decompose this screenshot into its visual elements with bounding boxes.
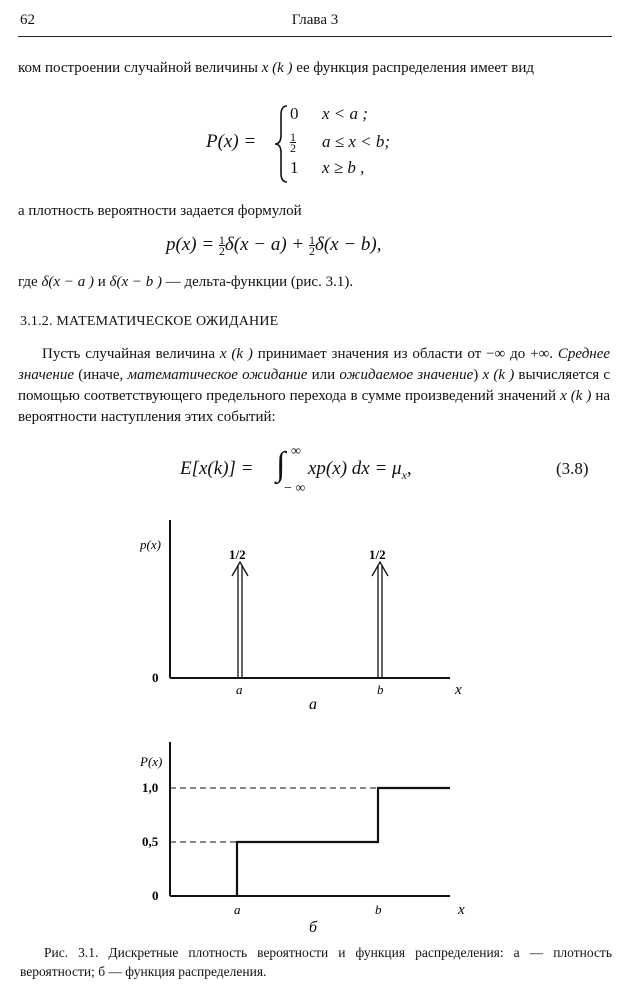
fraction-denominator: 2: [308, 244, 315, 259]
delta-b: δ(x − b ): [109, 274, 162, 290]
tick-a-label: a: [236, 682, 243, 697]
variable: x (k ): [261, 60, 293, 76]
tick-a-label: a: [234, 902, 241, 917]
paragraph-expectation: [18, 344, 610, 428]
paragraph-intro: [18, 58, 610, 79]
figure-panel-b: [0, 728, 630, 938]
fraction-numerator: 1: [290, 130, 296, 145]
integral-lower-limit: − ∞: [284, 481, 306, 496]
mean-integrand: xp(x) dx = μ: [308, 458, 402, 479]
mean-rhs: [308, 458, 412, 483]
text-run: принимает значения из области от −∞ до +∞.: [257, 346, 554, 362]
tick-05-label: 0,5: [142, 834, 159, 849]
cdf-step-line: [237, 788, 450, 896]
term-expectation: математическое ожидание: [127, 367, 308, 383]
impulse-b-arrowhead: [372, 562, 388, 576]
y-axis-label: p(x): [140, 537, 161, 552]
tick-b-label: b: [375, 902, 382, 917]
y-axis-label: P(x): [140, 754, 163, 769]
cdf-case2-condition: a ≤ x < b;: [322, 132, 391, 151]
fraction-numerator: 1: [218, 233, 225, 248]
text-run: и: [97, 274, 106, 290]
cdf-lhs: P(x) =: [206, 131, 257, 152]
panel-label: a: [309, 696, 317, 713]
text-run: ее функция распределения имеет вид: [296, 60, 535, 76]
x-axis-label: x: [458, 902, 465, 918]
text-run: Пусть случайная величина: [42, 346, 215, 362]
zero-label: 0: [152, 888, 159, 903]
term-mean: Среднее значение: [18, 346, 611, 383]
cdf-case2-value: [290, 130, 296, 156]
fraction-numerator: 1: [308, 233, 315, 248]
pdf-lhs: p(x) =: [166, 234, 215, 255]
paragraph-density: а плотность вероятности задается формулой: [18, 203, 302, 219]
cdf-case3-condition: x ≥ b ,: [322, 158, 365, 177]
chapter-title: Глава 3: [291, 12, 339, 28]
impulse-a-label: 1/2: [229, 547, 246, 562]
tick-b-label: b: [377, 682, 384, 697]
left-brace: [272, 103, 292, 185]
pdf-formula: [166, 233, 382, 259]
mean-tail: ,: [406, 458, 412, 479]
zero-label: 0: [152, 670, 159, 685]
text-run: где: [18, 274, 38, 290]
text-run: ком построении случайной величины: [18, 60, 258, 76]
delta-a: δ(x − a ): [41, 274, 94, 290]
panel-label: б: [309, 919, 318, 936]
integral-upper-limit: ∞: [291, 444, 301, 459]
page-number: 62: [20, 12, 35, 28]
text-run: ): [473, 367, 479, 383]
fraction-denominator: 2: [290, 141, 296, 156]
integral-sign: ∫: [276, 446, 286, 483]
text-run: на вероятности наступления этих событий:: [18, 388, 611, 425]
variable: x (k ): [482, 367, 515, 383]
variable: x (k ): [219, 346, 253, 362]
figure-panel-a: [0, 510, 630, 715]
text-run: или: [311, 367, 336, 383]
fraction-denominator: 2: [218, 244, 225, 259]
tick-1-label: 1,0: [142, 780, 159, 795]
paragraph-delta: [18, 272, 610, 293]
x-axis-label: x: [455, 682, 462, 698]
pdf-term-b: δ(x − b),: [314, 234, 382, 255]
cdf-case1-condition: x < a ;: [322, 104, 368, 123]
figure-caption: Рис. 3.1. Дискретные плотность вероятности и функция распределения: а — плотность вероятности; б — функция распределения.: [20, 945, 612, 979]
text-run: вычисляется с помощью соответствующего предельного перехода в сумме произведений значений: [18, 367, 611, 404]
cdf-case3-value: 1: [290, 158, 299, 177]
text-run: (иначе,: [78, 367, 124, 383]
equation-number: (3.8): [556, 459, 589, 478]
section-heading: 3.1.2. МАТЕМАТИЧЕСКОЕ ОЖИДАНИЕ: [20, 314, 279, 329]
term-expected-value: ожидаемое значение: [339, 367, 474, 383]
mean-subscript: x: [401, 467, 407, 482]
impulse-b-label: 1/2: [369, 547, 386, 562]
cdf-case1-value: 0: [290, 104, 299, 123]
mean-lhs: E[x(k)] =: [180, 458, 254, 479]
header-rule: [18, 36, 612, 37]
pdf-term-a: δ(x − a) +: [224, 234, 305, 255]
text-run: — дельта-функции (рис. 3.1).: [165, 274, 354, 290]
variable: x (k ): [560, 388, 592, 404]
impulse-a-arrowhead: [232, 562, 248, 576]
